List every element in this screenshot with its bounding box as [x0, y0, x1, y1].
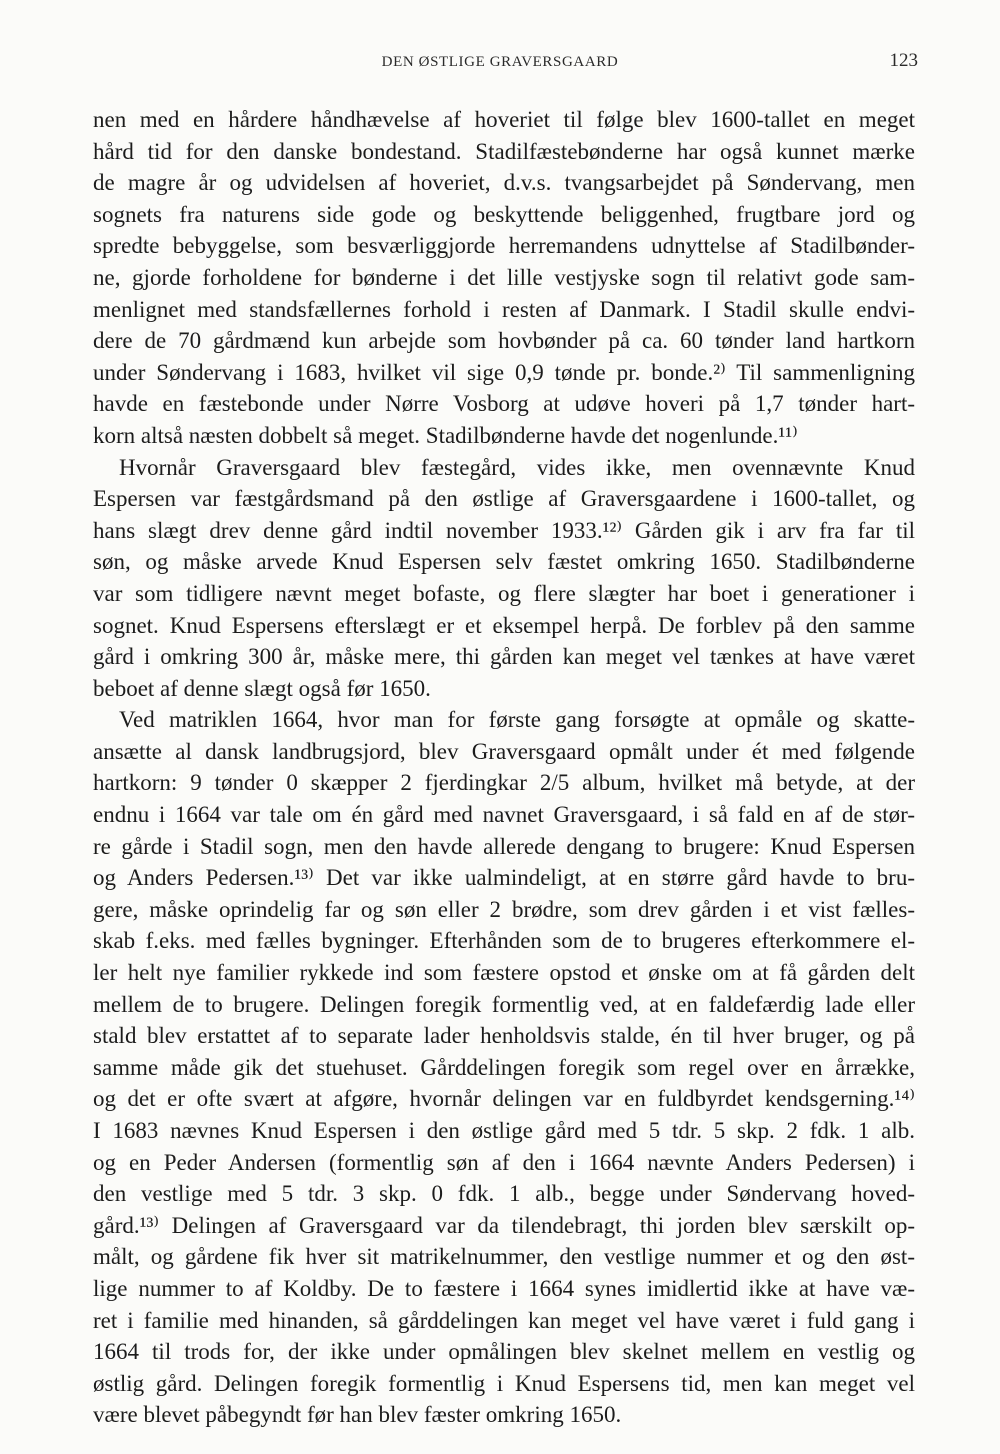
text-line: gård.¹³⁾ Delingen af Graversgaard var da tilendebragt, thi jorden blev særskilt op- [93, 1212, 915, 1238]
text-line: ansætte al dansk landbrugsjord, blev Graversgaard opmålt under ét med følgende [93, 738, 915, 764]
text-line: dere de 70 gårdmænd kun arbejde som hovbønder på ca. 60 tønder land hartkorn [93, 328, 915, 354]
text-line: korn altså næsten dobbelt så meget. Stadilbønderne havde det nogenlunde.¹¹⁾ [93, 422, 798, 448]
text-line: havde en fæstebonde under Nørre Vosborg at udøve hoveri på 1,7 tønder hart- [93, 391, 915, 417]
text-line: østlig gård. Delingen foregik formentlig i Knud Espersens tid, men kan meget vel [93, 1370, 915, 1396]
text-line: den vestlige med 5 tdr. 3 skp. 0 fdk. 1 alb., begge under Søndervang hoved- [93, 1181, 915, 1207]
text-line: sognets fra naturens side gode og beskyttende beliggenhed, frugtbare jord og [93, 201, 915, 227]
running-title: DEN ØSTLIGE GRAVERSGAARD [381, 54, 619, 70]
text-line: Ved matriklen 1664, hvor man for første gang forsøgte at opmåle og skatte- [119, 707, 915, 733]
paragraph-3 [93, 704, 915, 1431]
text-line: målt, og gårdene fik hver sit matrikelnummer, den vestlige nummer et og den øst- [93, 1244, 915, 1270]
page-header [0, 50, 1000, 76]
text-line: lige nummer to af Koldby. De to fæstere i 1664 synes imidlertid ikke at have væ- [93, 1275, 915, 1301]
text-line: de magre år og udvidelsen af hoveriet, d.v.s. tvangsarbejdet på Søndervang, men [93, 170, 915, 196]
text-line: ret i familie med hinanden, så gårddelingen kan meget vel have været i fuld gang i [93, 1307, 915, 1333]
text-line: re gårde i Stadil sogn, men den havde allerede dengang to brugere: Knud Espersen [93, 833, 915, 859]
body-text [93, 104, 915, 1431]
text-line: gård i omkring 300 år, måske mere, thi gården kan meget vel tænkes at have været [93, 644, 915, 670]
text-line: spredte bebyggelse, som besværliggjorde herremandens udnyttelse af Stadilbønder- [93, 233, 915, 259]
text-line: 1664 til trods for, der ikke under opmålingen blev skelnet mellem en vestlig og [93, 1339, 915, 1365]
text-line: hartkorn: 9 tønder 0 skæpper 2 fjerdingkar 2/5 album, hvilket må betyde, at der [93, 770, 915, 796]
text-line: mellem de to brugere. Delingen foregik formentlig ved, at en faldefærdig lade eller [93, 991, 915, 1017]
text-line: hans slægt drev denne gård indtil november 1933.¹²⁾ Gården gik i arv fra far til [93, 517, 915, 543]
text-line: I 1683 nævnes Knud Espersen i den østlige gård med 5 tdr. 5 skp. 2 fdk. 1 alb. [93, 1118, 915, 1143]
paragraph-2 [93, 452, 915, 705]
text-line: nen med en hårdere håndhævelse af hoveriet til følge blev 1600-tallet en meget [93, 107, 915, 132]
text-line: søn, og måske arvede Knud Espersen selv fæstet omkring 1650. Stadilbønderne [93, 549, 915, 575]
text-line: sognet. Knud Espersens efterslægt er et eksempel herpå. De forblev på den samme [93, 612, 915, 638]
text-line: Hvornår Graversgaard blev fæstegård, vides ikke, men ovennævnte Knud [119, 454, 915, 480]
text-line: var som tidligere nævnt meget bofaste, og flere slægter har boet i generationer i [93, 580, 915, 606]
text-line: endnu i 1664 var tale om én gård med navnet Graversgaard, i så fald en af de stør- [93, 802, 915, 828]
text-line: ler helt nye familier rykkede ind som fæstere opstod et ønske om at få gården delt [93, 960, 915, 986]
text-line: samme måde gik det stuehuset. Gårddelingen foregik som regel over en årrække, [93, 1054, 915, 1080]
text-line: Espersen var fæstgårdsmand på den østlige af Graversgaardene i 1600-tallet, og [93, 486, 915, 512]
paragraph-1 [93, 104, 915, 452]
text-line: hård tid for den danske bondestand. Stadilfæstebønderne har også kunnet mærke [93, 138, 915, 164]
page-number: 123 [889, 50, 918, 71]
text-line: skab f.eks. med fælles bygninger. Efterhånden som de to brugeres efterkommere el- [93, 928, 915, 954]
text-line: beboet af denne slægt også før 1650. [93, 675, 431, 701]
text-line: og en Peder Andersen (formentlig søn af den i 1664 nævnte Anders Pedersen) i [93, 1149, 915, 1175]
text-line: og det er ofte svært at afgøre, hvornår delingen var en fuldbyrdet kendsgerning.¹⁴⁾ [93, 1086, 915, 1112]
text-line: stald blev erstattet af to separate lader henholdsvis stalde, én til hver bruger, og på [93, 1023, 915, 1049]
text-line: menlignet med standsfællernes forhold i resten af Danmark. I Stadil skulle endvi- [93, 296, 915, 322]
text-line: og Anders Pedersen.¹³⁾ Det var ikke ualmindeligt, at en større gård havde to bru- [93, 865, 915, 891]
text-line: under Søndervang i 1683, hvilket vil sige 0,9 tønde pr. bonde.²⁾ Til sammenligning [93, 359, 915, 385]
text-line: gere, måske oprindelig far og søn eller 2 brødre, som drev gården i et vist fælles- [93, 896, 915, 922]
text-line: være blevet påbegyndt før han blev fæster omkring 1650. [93, 1402, 622, 1428]
text-line: ne, gjorde forholdene for bønderne i det lille vestjyske sogn til relativt gode sam- [93, 264, 915, 290]
